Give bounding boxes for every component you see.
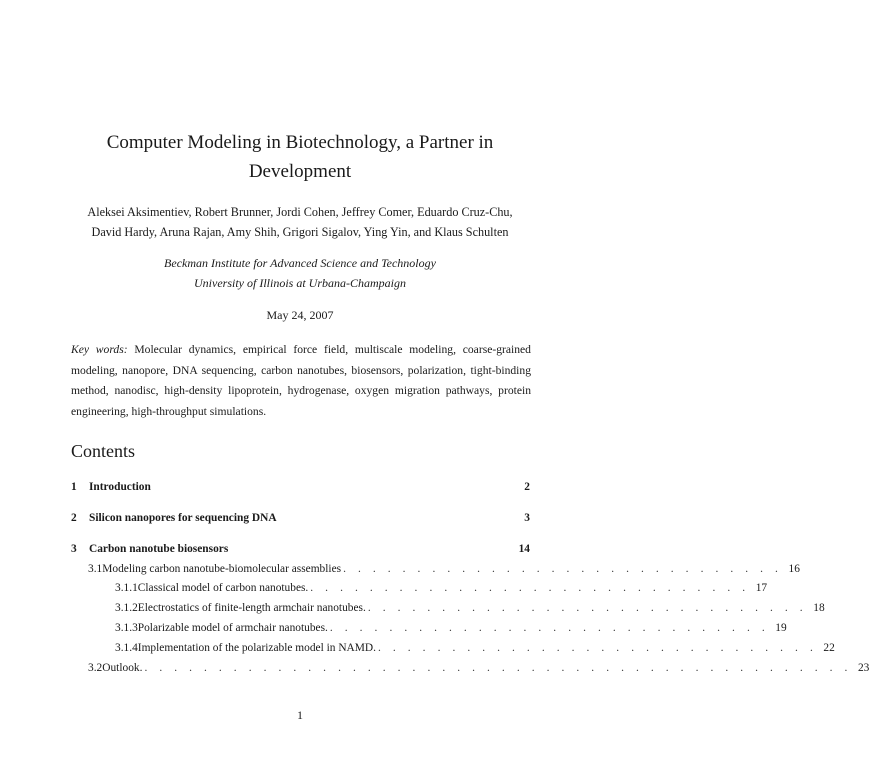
keywords-label: Key words: bbox=[71, 343, 128, 356]
toc-page: 19 bbox=[775, 622, 787, 634]
toc-entry[interactable] bbox=[71, 660, 869, 676]
toc-entry[interactable] bbox=[71, 580, 768, 596]
toc-page: 3 bbox=[524, 512, 530, 524]
paper-title: Computer Modeling in Biotechnology, a Partner in Development bbox=[106, 132, 494, 182]
toc-leader: . . . . . . . . . . . . . . . . . . . . . . . . . . . . . . bbox=[343, 563, 783, 575]
toc-number: 3.1.2 bbox=[115, 602, 138, 614]
toc-number: 3.1.4 bbox=[115, 642, 138, 654]
author-line: David Hardy, Aruna Rajan, Amy Shih, Grigori Sigalov, Ying Yin, and Klaus Schulten bbox=[91, 225, 509, 239]
affiliation-line: University of Illinois at Urbana-Champaign bbox=[194, 276, 406, 290]
contents-heading: Contents bbox=[71, 441, 136, 461]
toc-number: 3.1 bbox=[88, 563, 103, 575]
toc-leader: . . . . . . . . . . . . . . . . . . . . . . . . . . . . . . bbox=[310, 582, 750, 594]
toc-label: Carbon nanotube biosensors bbox=[89, 543, 229, 555]
toc-number: 3.1.3 bbox=[115, 622, 138, 634]
toc-entry[interactable] bbox=[71, 640, 835, 656]
toc-label: Implementation of the polarizable model in NAMD. bbox=[137, 642, 376, 654]
toc-entry[interactable] bbox=[71, 541, 530, 557]
toc-page: 18 bbox=[813, 602, 825, 614]
keywords-paragraph bbox=[71, 340, 531, 422]
affiliation bbox=[60, 253, 540, 293]
toc-label: Outlook. bbox=[102, 662, 143, 674]
affiliation-line: Beckman Institute for Advanced Science and Technology bbox=[164, 256, 436, 270]
toc-entry[interactable] bbox=[71, 600, 825, 616]
toc-entry[interactable] bbox=[71, 479, 530, 495]
toc-leader: . . . . . . . . . . . . . . . . . . . . . . . . . . . . . . . . . . . . . . . . . . . . . . . . bbox=[144, 662, 852, 674]
toc-page: 2 bbox=[524, 481, 530, 493]
toc-leader: . . . . . . . . . . . . . . . . . . . . . . . . . . . . . . bbox=[329, 622, 770, 634]
toc-page: 14 bbox=[518, 543, 530, 555]
toc-page: 16 bbox=[788, 563, 800, 575]
toc-leader: . . . . . . . . . . . . . . . . . . . . . . . . . . . . . . bbox=[377, 642, 818, 654]
toc-label: Classical model of carbon nanotubes. bbox=[137, 582, 309, 594]
toc-leader: . . . . . . . . . . . . . . . . . . . . . . . . . . . . . . bbox=[367, 602, 808, 614]
toc-number: 2 bbox=[71, 512, 77, 524]
toc-label: Silicon nanopores for sequencing DNA bbox=[89, 512, 277, 524]
author-list bbox=[50, 202, 550, 242]
author-line: Aleksei Aksimentiev, Robert Brunner, Jordi Cohen, Jeffrey Comer, Eduardo Cruz-Chu, bbox=[87, 205, 513, 219]
toc-entry[interactable] bbox=[71, 620, 787, 636]
toc-number: 3 bbox=[71, 543, 77, 555]
toc-page: 22 bbox=[823, 642, 835, 654]
toc-label: Polarizable model of armchair nanotubes. bbox=[137, 622, 328, 634]
toc-number: 3.1.1 bbox=[115, 582, 138, 594]
toc-label: Introduction bbox=[89, 481, 151, 493]
toc-page: 17 bbox=[755, 582, 768, 594]
toc-number: 3.2 bbox=[88, 662, 103, 674]
toc-label: Electrostatics of finite-length armchair nanotubes. bbox=[137, 602, 366, 614]
page-number: 1 bbox=[297, 708, 303, 722]
toc-number: 1 bbox=[71, 481, 77, 493]
toc-entry[interactable] bbox=[71, 561, 800, 577]
toc-entry[interactable] bbox=[71, 510, 530, 526]
toc-label: Modeling carbon nanotube-biomolecular assemblies bbox=[102, 563, 342, 575]
toc-page: 23 bbox=[857, 662, 869, 674]
publication-date: May 24, 2007 bbox=[266, 308, 334, 322]
keywords-text: Molecular dynamics, empirical force field, multiscale modeling, coarse-grained modeling, nanopore, DNA sequencing, carbon nanotubes, biosensors, polarization, tight-binding method, nanodisc, high-density lipoprotein, hydrogenase, oxygen migration pathways, protein engineering, high-throughput simulations. bbox=[71, 343, 531, 418]
